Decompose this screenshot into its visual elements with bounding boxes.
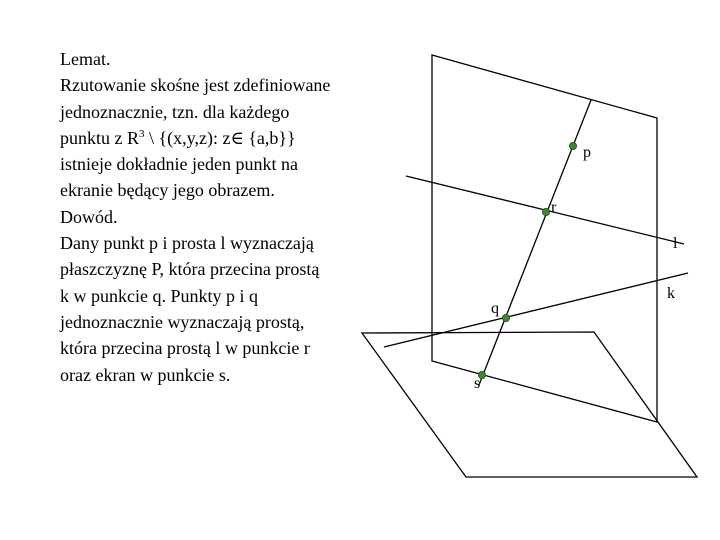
proof-line-6: oraz ekran w punkcie s.	[60, 364, 231, 385]
label-r: r	[551, 199, 557, 216]
proof-heading: Dowód.	[60, 206, 118, 227]
lemma-line-2: jednoznacznie, tzn. dla każdego	[60, 101, 290, 122]
label-s: s	[474, 375, 481, 392]
label-k: k	[667, 285, 675, 302]
proof-line-1: Dany punkt p i prosta l wyznaczają	[60, 233, 314, 254]
proof-line-5: która przecina prostą l w punkcie r	[60, 338, 310, 359]
lemma-line-5: ekranie będący jego obrazem.	[60, 180, 275, 201]
lemma-line-1: Rzutowanie skośne jest zdefiniowane	[60, 75, 331, 96]
label-q: q	[491, 300, 499, 317]
lemma-line-3-b: \ {(x,y,z): z∈ {a,b}}	[144, 127, 296, 148]
lemma-superscript: 3	[139, 127, 145, 140]
horizontal-plane	[362, 332, 697, 477]
point-q	[502, 314, 509, 321]
point-r	[542, 208, 549, 215]
lemma-line-4: istnieje dokładnie jeden punkt na	[60, 154, 298, 175]
lemma-heading: Lemat.	[60, 49, 111, 69]
screen-plane	[432, 55, 657, 422]
proof-line-3: k w punkcie q. Punkty p i q	[60, 285, 258, 306]
lemma-line-3-a: punktu z R	[60, 127, 139, 148]
label-l: l	[673, 235, 678, 252]
proof-line-4: jednoznacznie wyznaczają prostą,	[60, 311, 305, 332]
label-p: p	[583, 144, 591, 161]
line-k	[384, 273, 688, 347]
proof-line-2: płaszczyznę P, która przecina prostą	[60, 259, 320, 280]
point-p	[569, 142, 576, 149]
